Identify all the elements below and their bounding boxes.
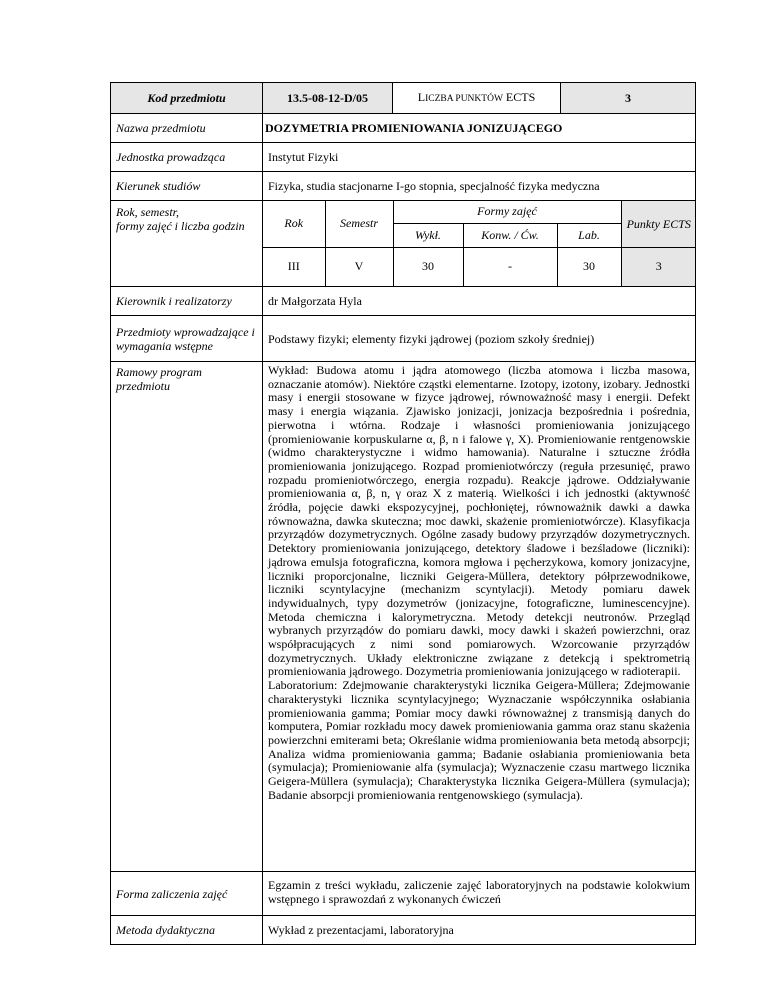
unit-label: Jednostka prowadząca <box>111 143 263 172</box>
val-lecture: 30 <box>393 247 463 286</box>
row-method <box>111 916 696 945</box>
val-lab: 30 <box>557 247 621 286</box>
year-label-line1: Rok, semestr, <box>116 205 179 219</box>
val-year: III <box>263 247 325 286</box>
field-label: Kierunek studiów <box>111 172 263 201</box>
col-forms-header: Formy zajęć <box>393 201 621 223</box>
val-exercises: - <box>463 247 557 286</box>
ects-value: 3 <box>561 83 696 114</box>
val-points: 3 <box>621 247 696 286</box>
lecturer-value: dr Małgorzata Hyla <box>263 287 696 316</box>
row-unit <box>111 143 696 172</box>
row-year-semester <box>111 201 696 287</box>
year-label-line2: formy zajęć i liczba godzin <box>116 219 245 233</box>
prerequisites-value: Podstawy fizyki; elementy fizyki jądrowej (poziom szkoły średniej) <box>263 316 696 362</box>
col-semester-header: Semestr <box>325 201 393 247</box>
prerequisites-label: Przedmioty wprowadzające i wymagania wstępne <box>111 316 263 362</box>
course-table <box>110 82 696 945</box>
row-lecturer <box>111 287 696 316</box>
program-laboratory: Laboratorium: Zdejmowanie charakterystyki licznika Geigera-Müllera; Zdejmowanie charakterystyki licznika scyntylacyjnego; Wyznaczanie współczynnika osłabiania promieniowania gamma; Pomiar mocy dawki równoważnej z transmisją danych do komputera, Pomiar rozkładu mocy dawek promieniowania gamma oraz stanu skażenia powierzchni emiterami beta; Określanie widma promieniowania beta metodą absorpcji; Analiza widma promieniowania gamma; Badanie osłabiania promieniowania beta (symulacja); Promieniowanie alfa (symulacja); Wyznaczenie czasu martwego licznika Geigera-Müllera (symulacja); Charakterystyka licznika Geigera-Müllera (symulacja); Badanie absorpcji promieniowania rentgenowskiego (symulacja). <box>268 678 690 802</box>
ects-label <box>393 83 561 114</box>
code-value: 13.5-08-12-D/05 <box>263 83 393 114</box>
row-program <box>111 362 696 872</box>
val-semester: V <box>325 247 393 286</box>
row-prerequisites <box>111 316 696 362</box>
ects-label-suffix: ECTS <box>505 90 536 104</box>
method-value: Wykład z prezentacjami, laboratoryjna <box>263 916 696 945</box>
col-exercises-header: Konw. / Ćw. <box>463 223 557 247</box>
col-points-header: Punkty ECTS <box>621 201 696 247</box>
row-assessment <box>111 872 696 916</box>
col-lecture-header: Wykł. <box>393 223 463 247</box>
program-value <box>263 362 696 872</box>
method-label: Metoda dydaktyczna <box>111 916 263 945</box>
assessment-value: Egzamin z treści wykładu, zaliczenie zajęć laboratoryjnych na podstawie kolokwium wstępnego i sprawozdań z wykonanych ćwiczeń <box>263 872 696 916</box>
year-grid-cell <box>263 201 696 287</box>
program-lecture: Wykład: Budowa atomu i jądra atomowego (liczba atomowa i liczba masowa, oznaczanie atomów). Niektóre cząstki elementarne. Izotopy, izotony, izobary. Jednostki masy i energii stosowane w fizyce jądrowej, równoważność masy i energii. Defekt masy i energia wiązania. Zjawisko jonizacji, jonizacja bezpośrednia i pośrednia, pierwotna i wtórna. Rodzaje i własności promieniowania jonizującego (promieniowanie korpuskularne α, β, n i falowe γ, X). Promieniowanie rentgenowskie (widmo charakterystyczne i widmo hamowania). Naturalne i sztuczne źródła promieniowania jonizującego. Rozpad promieniotwórczy (reguła przesunięć, prawo rozpadu promieniotwórczego, energia rozpadu). Reakcje jądrowe. Oddziaływanie promieniowania α, β, n, γ oraz X z materią. Wielkości i ich jednostki (aktywność źródła, pojęcie dawki ekspozycyjnej, pochłoniętej, równoważnik dawki a dawka równoważna, dawka skuteczna; moc dawki, skażenie promieniotwórcze). Klasyfikacja przyrządów dozymetrycznych. Ogólne zasady budowy przyrządów dozymetrycznych. Detektory promieniowania jonizującego, detektory śladowe i bezśladowe (liczniki): jądrowa emulsja fotograficzna, komora mgłowa i pęcherzykowa, komory jonizacyjne, liczniki proporcjonalne, liczniki Geigera-Müllera, detektory półprzewodnikowe, liczniki scyntylacyjne (mechanizm scyntylacji). Metody pomiaru dawek indywidualnych, typy dozymetrów (jonizacyjne, fotograficzne, luminescencyjne). Metoda chemiczna i kalorymetryczna. Metody detekcji neutronów. Przegląd wybranych przyrządów do pomiaru dawki, mocy dawki i skażeń powierzchni, oraz współpracujących z nimi sond pomiarowych. Wzorcowanie przyrządów dozymetrycznych. Układy elektroniczne związane z detekcją i spektrometrią promieniowania jądrowego. Dozymetria promieniowania jonizującego w radioterapii. <box>268 363 690 679</box>
code-label: Kod przedmiotu <box>111 83 263 114</box>
col-year-header: Rok <box>263 201 325 247</box>
ects-label-rest: ICZBA PUNKTÓW <box>425 94 503 104</box>
col-lab-header: Lab. <box>557 223 621 247</box>
row-field <box>111 172 696 201</box>
ects-label-first: L <box>417 90 426 104</box>
year-grid <box>263 201 696 286</box>
lecturer-label: Kierownik i realizatorzy <box>111 287 263 316</box>
program-label: Ramowy program przedmiotu <box>111 362 263 872</box>
name-value: DOZYMETRIA PROMIENIOWANIA JONIZUJĄCEGO <box>263 114 696 143</box>
year-label <box>111 201 263 287</box>
unit-value: Instytut Fizyki <box>263 143 696 172</box>
field-value: Fizyka, studia stacjonarne I-go stopnia, specjalność fizyka medyczna <box>263 172 696 201</box>
name-label: Nazwa przedmiotu <box>111 114 263 143</box>
row-code <box>111 83 696 114</box>
row-name <box>111 114 696 143</box>
assessment-label: Forma zaliczenia zajęć <box>111 872 263 916</box>
